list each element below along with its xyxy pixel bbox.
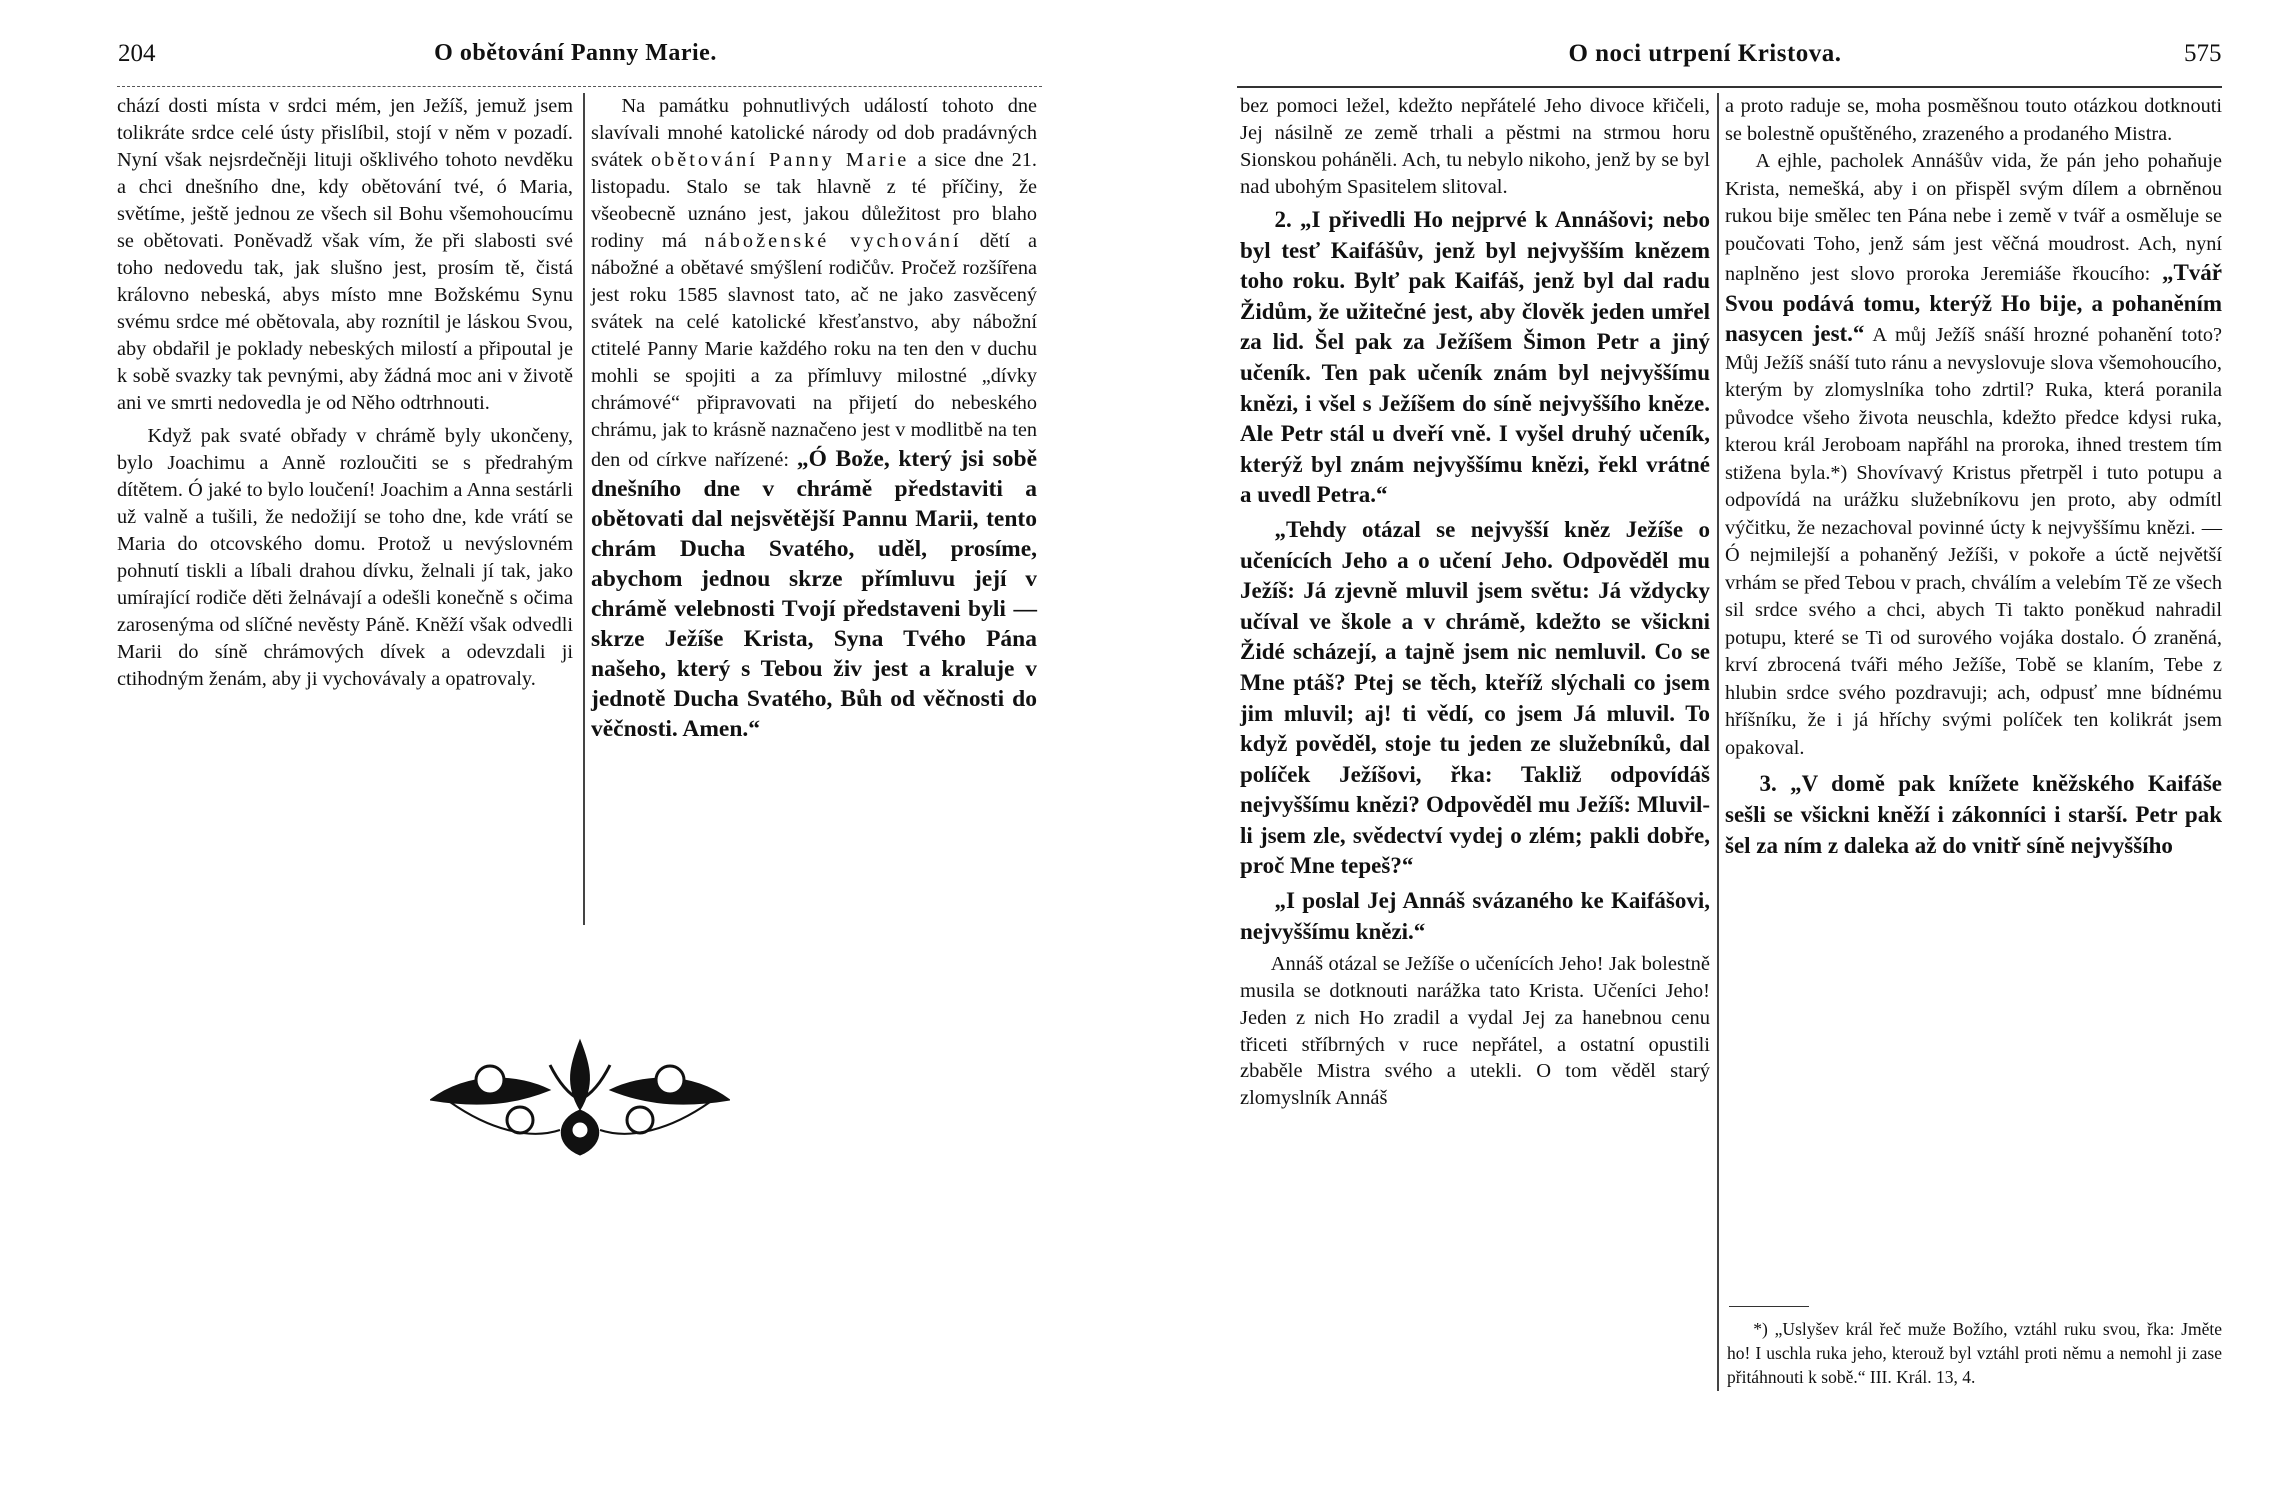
footnote-rule (1729, 1306, 1809, 1307)
footnote-text: *) „Uslyšev král řeč muže Božího, vztáhl ruku svou, řka: Jměte ho! I uschla ruka jeho, kterouž byl vztáhl proti němu a nemohl ji zase přitáhnouti k sobě.“ III. Král. 13, 4. (1727, 1319, 2222, 1387)
text-run: A ejhle, pacholek Annášův vida, že pán jeho pohaňuje Krista, nemešká, aby i on přispěl svým dílem a obrněnou rukou bije smělec ten Pána nebe i země v tvář a osměluje se poučovati Toho, jenž sám jest věčná moudrost. Ach, nyní naplněno jest slovo proroka Jeremiáše řkoucího: (1725, 150, 2222, 285)
right-running-title: O noci utrpení Kristova. (1568, 40, 1842, 67)
paragraph: Když pak svaté obřady v chrámě byly ukončeny, bylo Joachimu a Anně rozloučiti se s předrahým dítětem. Ó jaké to bylo loučení! Joachim a Anna sestárli už valně a tušili, že nedožijí se toho dne, kde vrátí se Maria do otcovského domu. Protož u nevýslovném pohnutí tiskli a líbali drahou dívku, želnali jí tak, jako umírající rodiče děti želnávají a odešli konečně s očima zarosenýma od slíčné nevěsty Páně. Kněží však odvedli Marii do síně chrámových dívek a odevzdali ji ctihodným ženám, aby ji vychovávaly a opatrovaly. (117, 425, 573, 690)
text-run: dětí a nábožné a obětavé smýšlení rodičův. Pročež rozšířena jest roku 1585 slavnost tato, ač ne jako zasvěcený svátek na celé katolické křesťanstvo, aby nábožní ctitelé Panny Marie každého roku na ten den v duchu mohli se spojiti a za přímluvy milostné „dívky chrámové“ připravovati na přijetí do nebeského chrámu, jak to krásně naznačeno jest v modlitbě na ten den od církve nařízené: (591, 230, 1038, 471)
paragraph: „Tehdy otázal se nejvyšší kněz Ježíše o učenících Jeho a o učení Jeho. Odpověděl mu Ježíš: Já zjevně mluvil jsem světu: Já vždycky učíval ve škole a v chrámě, kdežto se všickni Židé scházejí, a tajně jsem nic nemluvil. Co se Mne ptáš? Ptej se těch, kteříž slýchali co jsem jim mluvil; aj! ti vědí, co jsem Já mluvil. To když pověděl, stoje tu jeden ze služebníků, dal políček Ježíšovi, řka: Takliž odpovídáš nejvyššímu knězi? Odpověděl mu Ježíš: Mluvil-li jsem zle, svědectví vydej o zlém; pakli dobře, proč Mne tepeš?“ (1240, 516, 1710, 879)
paragraph (1725, 148, 2222, 762)
paragraph: 2. „I přivedli Ho nejprvé k Annášovi; nebo byl tesť Kaifášův, jenž byl nejvyšším knězem toho roku. Bylť pak Kaifáš, jenž byl dal radu Židům, že užitečné jest, aby člověk jeden umřel za lid. Šel pak za Ježíšem Šimon Petr a jiný učeník. Ten pak učeník znám byl nejvyššímu knězi, i všel s Ježíšem do síně nejvyššího kněze. Ale Petr stál u dveří vně. I vyšel druhý učeník, kterýž byl znám nejvyššímu knězi, řekl vrátné a uvedl Petra.“ (1240, 207, 1710, 508)
right-column-2 (1725, 93, 2222, 861)
left-column-1 (117, 93, 573, 693)
right-page-number: 575 (2184, 40, 2222, 67)
text-run: a sice dne 21. listopadu. Stalo se tak hlavně z té příčiny, že všeobecně uznáno jest, jakou důležitost pro blaho rodiny má (591, 149, 1037, 252)
paragraph (591, 93, 1037, 744)
paragraph: chází dosti místa v srdci mém, jen Ježíš, jemuž jsem tolikráte srdce celé ústy přislíbil, stojí v něm v pozadí. Nyní však nejsrdečněji lituji ošklivého tohoto nevděku a chci dnešního dne, kdy obětování tvé, ó Maria, světíme, ještě jednou ze všech sil Bohu všemohoucímu se obětovati. Poněvadž však vím, že při slabosti své toho nedovedu tak, jak slušno jest, prosím tě, čistá královno nebeská, abys místo mne Božskému Synu svému srdce mé obětovala, aby roznítil je láskou Svou, aby obdařil je poklady nebeských milostí a připoutal je k sobě svazky tak pevnými, aby žádná moc ani v životě ani ve smrti nedovedla je od Něho odtrhnouti. (117, 95, 573, 414)
paragraph: bez pomoci ležel, kdežto nepřátelé Jeho divoce křičeli, Jej násilně ze země trhali a pěstmi na strmou horu Sionskou poháněli. Ach, tu nebylo nikoho, jenž by se byl nad ubohým Spasitelem slitoval. (1240, 95, 1710, 198)
right-column-1 (1240, 93, 1710, 1112)
right-column-divider (1717, 93, 1719, 1391)
prayer-text: „Ó Bože, který jsi sobě dnešního dne v chrámě představiti a obětovati dal nejsvětější Pannu Marii, tento chrám Ducha Svatého, uděl, prosíme, abychom jednou skrze přímluvu její v chrámě velebnosti Tvojí představeni byli — skrze Ježíše Krista, Syna Tvého Pána našeho, který s Tebou živ jest a kraluje v jednotě Ducha Svatého, Bůh od věčnosti do věčnosti. Amen.“ (591, 446, 1037, 742)
floral-vignette-icon (430, 1030, 730, 1160)
paragraph: 3. „V domě pak knížete kněžského Kaifáše sešli se všickni kněží i zákonníci i starší. Petr pak šel za ním z daleka až do vnitř síně nejvyššího (1725, 771, 2222, 858)
left-running-title: O obětování Panny Marie. (434, 40, 717, 66)
left-column-divider (583, 93, 585, 925)
left-page-number: 204 (118, 40, 156, 67)
spaced-text: náboženské vychování (704, 230, 962, 252)
text-run: A můj Ježíš snáší hrozné pohanění toto? Můj Ježíš snáší tuto ránu a nevyslovuje slova všemohoucího, kterým by zlomyslníka toho zdrtil? Ruka, která poranila původce všeho života neuschla, kdežto předce kdysi ruka, kterou král Jeroboam napřáhl na proroka, ihned trestem tím stižena byla.*) Shovívavý Kristus přetrpěl i tuto potupu a odpovídá na urážku služebníkovu jen proto, aby odmítl výčitku, že nezachoval povinné úcty k nejvyššímu knězi. — Ó nejmilejší a pohaněný Ježíši, v pokoře a úctě největší vrhám se před Tebou v prach, chválím a velebím Tě ze všech sil srdce svého a chci, abych Ti takto poněkud nahradil potupu, které se Ti od surového vojáka dostalo. Ó zraněná, krví zbrocená tváři mého Ježíše, Tobě se klaním, Tebe z hlubin srdce svého pozdravuji; ach, odpusť mne bídnému hříšníku, že i já hříchy svými políček ten kolikrát jsem opakoval. (1725, 324, 2223, 759)
paragraph: Annáš otázal se Ježíše o učenících Jeho! Jak bolestně musila se dotknouti narážka tato Krista. Učeníci Jeho! Jeden z nich Ho zradil a vydal Jej za hanebnou cenu třiceti stříbrných v ruce nepřátel, a ostatní opustili zbaběle Mistra svého a utekli. O tom věděl starý zlomyslník Annáš (1240, 953, 1710, 1110)
bold-quote: „Tvář Svou podává tomu, kterýž Ho bije, a pohaněním nasycen jest.“ (1725, 260, 2222, 346)
left-header-rule (117, 86, 1042, 87)
right-header-rule (1237, 86, 2222, 88)
right-page (1139, 0, 2278, 1500)
paragraph: „I poslal Jej Annáš svázaného ke Kaifášovi, nejvyššímu knězi.“ (1240, 888, 1710, 944)
left-column-2 (591, 93, 1037, 744)
footnote (1727, 1317, 2222, 1389)
text-run: Na památku pohnutlivých událostí tohoto dne slavívali mnohé katolické národy od dob pradávných svátek (591, 95, 1037, 171)
spaced-text: obětování Panny Marie (650, 149, 910, 171)
paragraph: a proto raduje se, moha posměšnou touto otázkou dotknouti se bolestně opuštěného, zrazeného a prodaného Mistra. (1725, 95, 2222, 145)
